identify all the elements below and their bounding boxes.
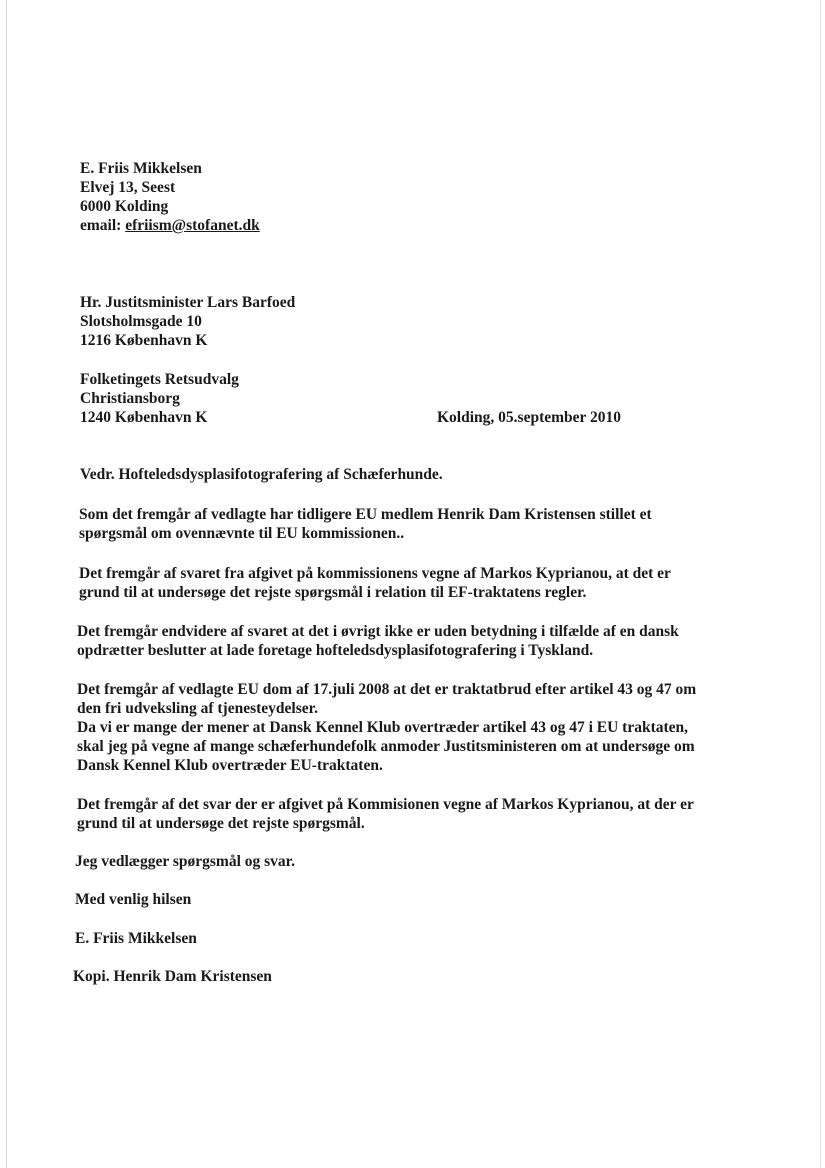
letter-closing: Med venlig hilsen bbox=[75, 891, 192, 908]
paragraph-line: Jeg vedlægger spørgsmål og svar. bbox=[75, 853, 296, 870]
paragraph-line: grund til at undersøge det rejste spørgsmål. bbox=[77, 815, 365, 832]
sender-email-link[interactable]: efriism@stofanet.dk bbox=[125, 217, 260, 234]
letter-subject: Vedr. Hofteledsdysplasifotografering af Schæferhunde. bbox=[80, 466, 443, 483]
paragraph-line: opdrætter beslutter at lade foretage hofteledsdysplasifotografering i Tyskland. bbox=[77, 642, 594, 659]
sender-email-line bbox=[80, 216, 260, 235]
paragraph-line: Dansk Kennel Klub overtræder EU-traktaten. bbox=[77, 757, 383, 774]
paragraph-6 bbox=[75, 852, 295, 871]
paragraph-3 bbox=[77, 622, 679, 660]
paragraph-line: skal jeg på vegne af mange schæferhundefolk anmoder Justitsministeren om at undersøge om bbox=[77, 738, 695, 755]
recipient-minister-address bbox=[80, 293, 295, 350]
paragraph-4 bbox=[77, 680, 696, 775]
paragraph-line: den fri udveksling af tjenesteydelser. bbox=[77, 700, 318, 717]
letter-date: Kolding, 05.september 2010 bbox=[437, 409, 621, 426]
paragraph-line: spørgsmål om ovennævnte til EU kommissionen.. bbox=[79, 525, 405, 542]
paragraph-2 bbox=[79, 564, 671, 602]
recipient-committee-address bbox=[80, 370, 239, 427]
sender-name: E. Friis Mikkelsen bbox=[80, 160, 202, 177]
recipient-committee-city: 1240 København K bbox=[80, 409, 208, 426]
recipient-committee-street: Christiansborg bbox=[80, 390, 180, 407]
scan-edge-left bbox=[6, 0, 7, 1168]
paragraph-line: Det fremgår af vedlagte EU dom af 17.juli 2008 at det er traktatbrud efter artikel 43 og 47 om bbox=[77, 681, 697, 698]
paragraph-line: Det fremgår af det svar der er afgivet på Kommisionen vegne af Markos Kyprianou, at der er bbox=[77, 796, 694, 813]
sender-city: 6000 Kolding bbox=[80, 198, 169, 215]
paragraph-line: Det fremgår endvidere af svaret at det i øvrigt ikke er uden betydning i tilfælde af en dansk bbox=[77, 623, 679, 640]
sender-email-label: email: bbox=[80, 217, 122, 234]
paragraph-line: Det fremgår af svaret fra afgivet på kommissionens vegne af Markos Kyprianou, at det er bbox=[79, 565, 671, 582]
paragraph-line: Som det fremgår af vedlagte har tidligere EU medlem Henrik Dam Kristensen stillet et bbox=[79, 506, 652, 523]
letter-signature: E. Friis Mikkelsen bbox=[75, 930, 197, 947]
recipient-minister-street: Slotsholmsgade 10 bbox=[80, 313, 202, 330]
sender-street: Elvej 13, Seest bbox=[80, 179, 176, 196]
sender-address bbox=[80, 159, 260, 235]
copy-recipient: Kopi. Henrik Dam Kristensen bbox=[73, 968, 272, 985]
recipient-minister-name: Hr. Justitsminister Lars Barfoed bbox=[80, 294, 296, 311]
scan-edge-right bbox=[820, 0, 821, 1168]
paragraph-1 bbox=[79, 505, 652, 543]
recipient-minister-city: 1216 København K bbox=[80, 332, 208, 349]
paragraph-line: grund til at undersøge det rejste spørgsmål i relation til EF-traktatens regler. bbox=[79, 584, 587, 601]
paragraph-5 bbox=[77, 795, 694, 833]
paragraph-line: Da vi er mange der mener at Dansk Kennel Klub overtræder artikel 43 og 47 i EU traktaten, bbox=[77, 719, 689, 736]
recipient-committee-name: Folketingets Retsudvalg bbox=[80, 371, 239, 388]
